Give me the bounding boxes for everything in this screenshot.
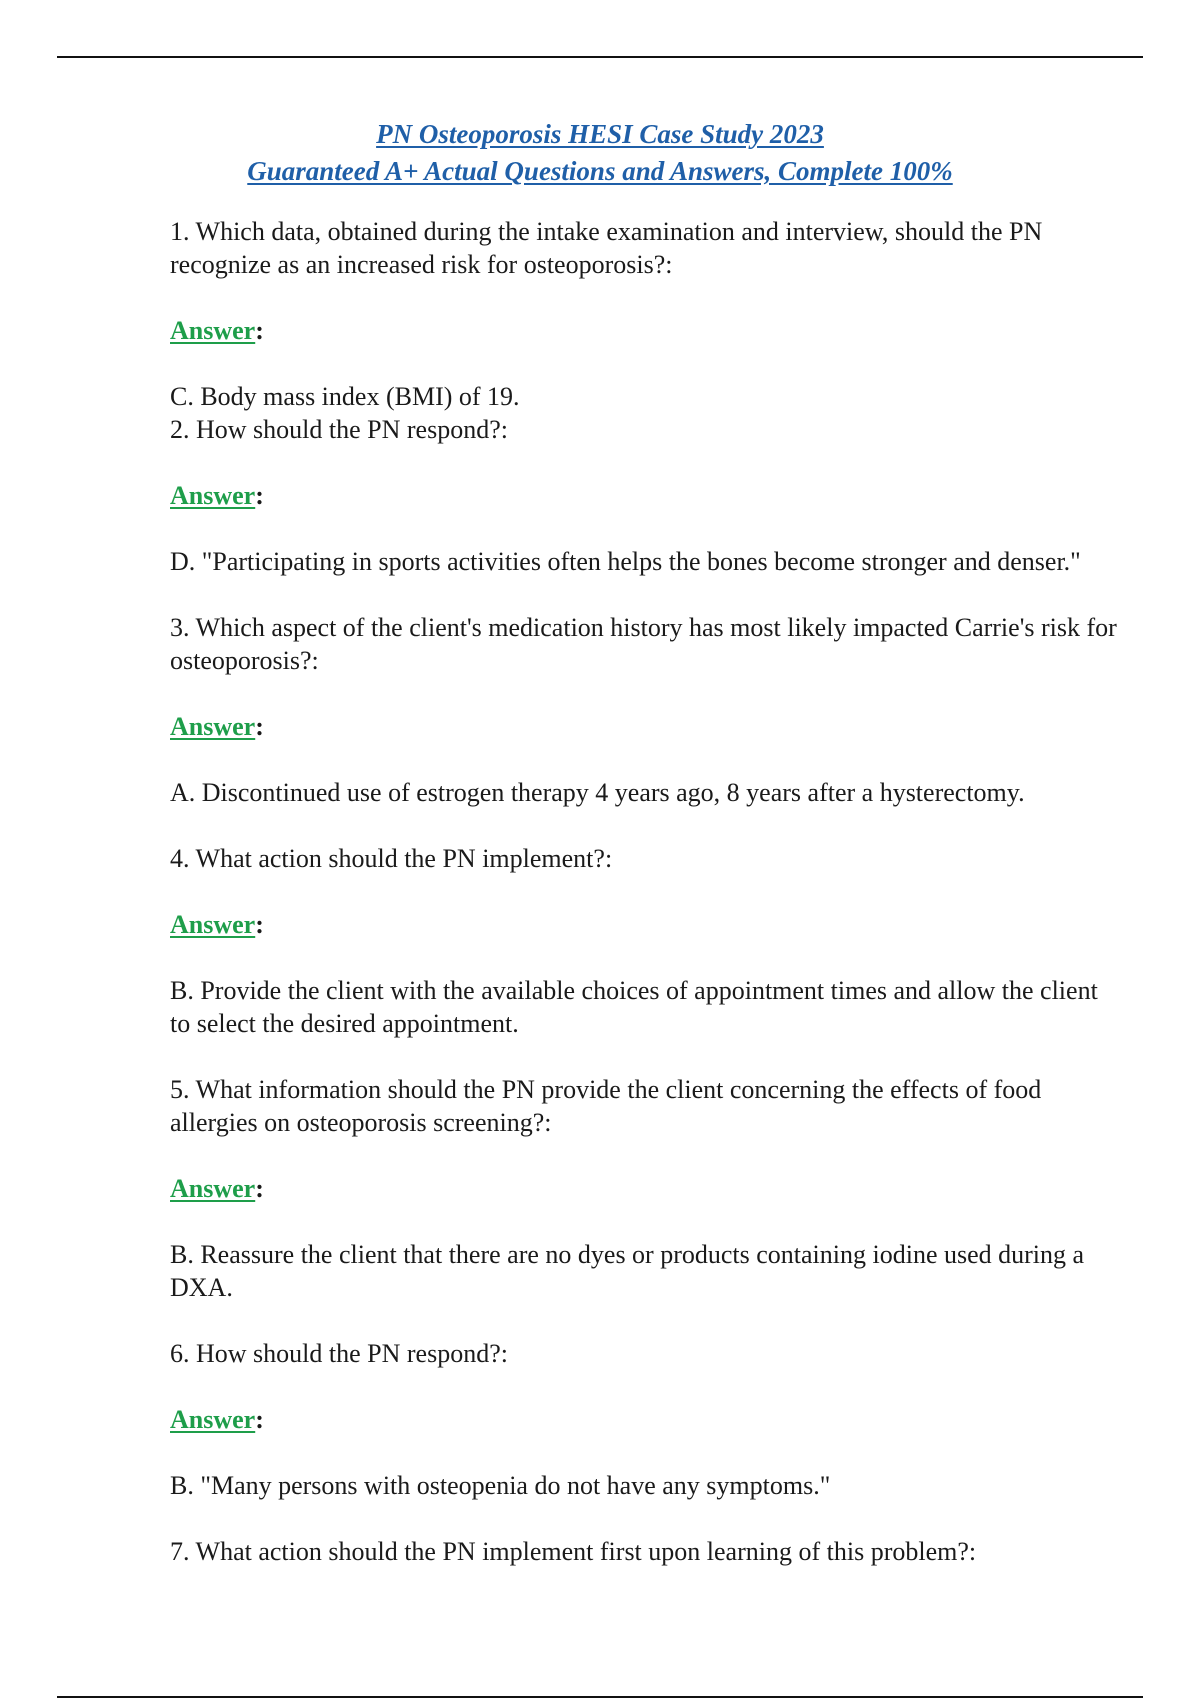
question-text: 4. What action should the PN implement?: bbox=[170, 844, 613, 873]
answer-text: C. Body mass index (BMI) of 19. bbox=[170, 382, 520, 411]
answer-text: B. "Many persons with osteopenia do not have any symptoms." bbox=[170, 1471, 831, 1500]
answer-heading bbox=[170, 908, 1120, 941]
question-text: 6. How should the PN respond?: bbox=[170, 1339, 508, 1368]
answer-text: A. Discontinued use of estrogen therapy 4 years ago, 8 years after a hysterectomy. bbox=[170, 778, 1025, 807]
answer-heading bbox=[170, 710, 1120, 743]
answer-label: Answer bbox=[170, 1174, 256, 1203]
answer-colon: : bbox=[255, 712, 264, 741]
question-text: 3. Which aspect of the client's medication history has most likely impacted Carrie's risk for osteoporosis?: bbox=[170, 613, 1117, 675]
answer-label: Answer bbox=[170, 1405, 256, 1434]
answer-heading bbox=[170, 1403, 1120, 1436]
answer-text: D. "Participating in sports activities often helps the bones become stronger and denser." bbox=[170, 547, 1081, 576]
answer-colon: : bbox=[255, 1174, 264, 1203]
answer-colon: : bbox=[255, 316, 264, 345]
answer-text: B. Provide the client with the available choices of appointment times and allow the client to select the desired appointment. bbox=[170, 976, 1098, 1038]
bottom-rule bbox=[57, 1696, 1143, 1698]
answer-heading bbox=[170, 479, 1120, 512]
answer-colon: : bbox=[255, 1405, 264, 1434]
document-header bbox=[0, 116, 1200, 190]
answer-colon: : bbox=[255, 910, 264, 939]
answer-colon: : bbox=[255, 481, 264, 510]
answer-text: B. Reassure the client that there are no dyes or products containing iodine used during a DXA. bbox=[170, 1240, 1085, 1302]
question-text: 5. What information should the PN provide the client concerning the effects of food allergies on osteoporosis screening?: bbox=[170, 1075, 1042, 1137]
answer-label: Answer bbox=[170, 316, 256, 345]
question-text: 2. How should the PN respond?: bbox=[170, 415, 508, 444]
document-subtitle: Guaranteed A+ Actual Questions and Answers, Complete 100% bbox=[247, 156, 953, 186]
top-rule bbox=[57, 56, 1143, 58]
answer-heading bbox=[170, 314, 1120, 347]
document-title: PN Osteoporosis HESI Case Study 2023 bbox=[376, 119, 824, 149]
answer-label: Answer bbox=[170, 481, 256, 510]
answer-label: Answer bbox=[170, 712, 256, 741]
qa-list bbox=[170, 215, 1120, 1568]
question-text: 1. Which data, obtained during the intake examination and interview, should the PN recognize as an increased risk for osteoporosis?: bbox=[170, 217, 1043, 279]
answer-label: Answer bbox=[170, 910, 256, 939]
question-text: 7. What action should the PN implement first upon learning of this problem?: bbox=[170, 1537, 977, 1566]
answer-heading bbox=[170, 1172, 1120, 1205]
